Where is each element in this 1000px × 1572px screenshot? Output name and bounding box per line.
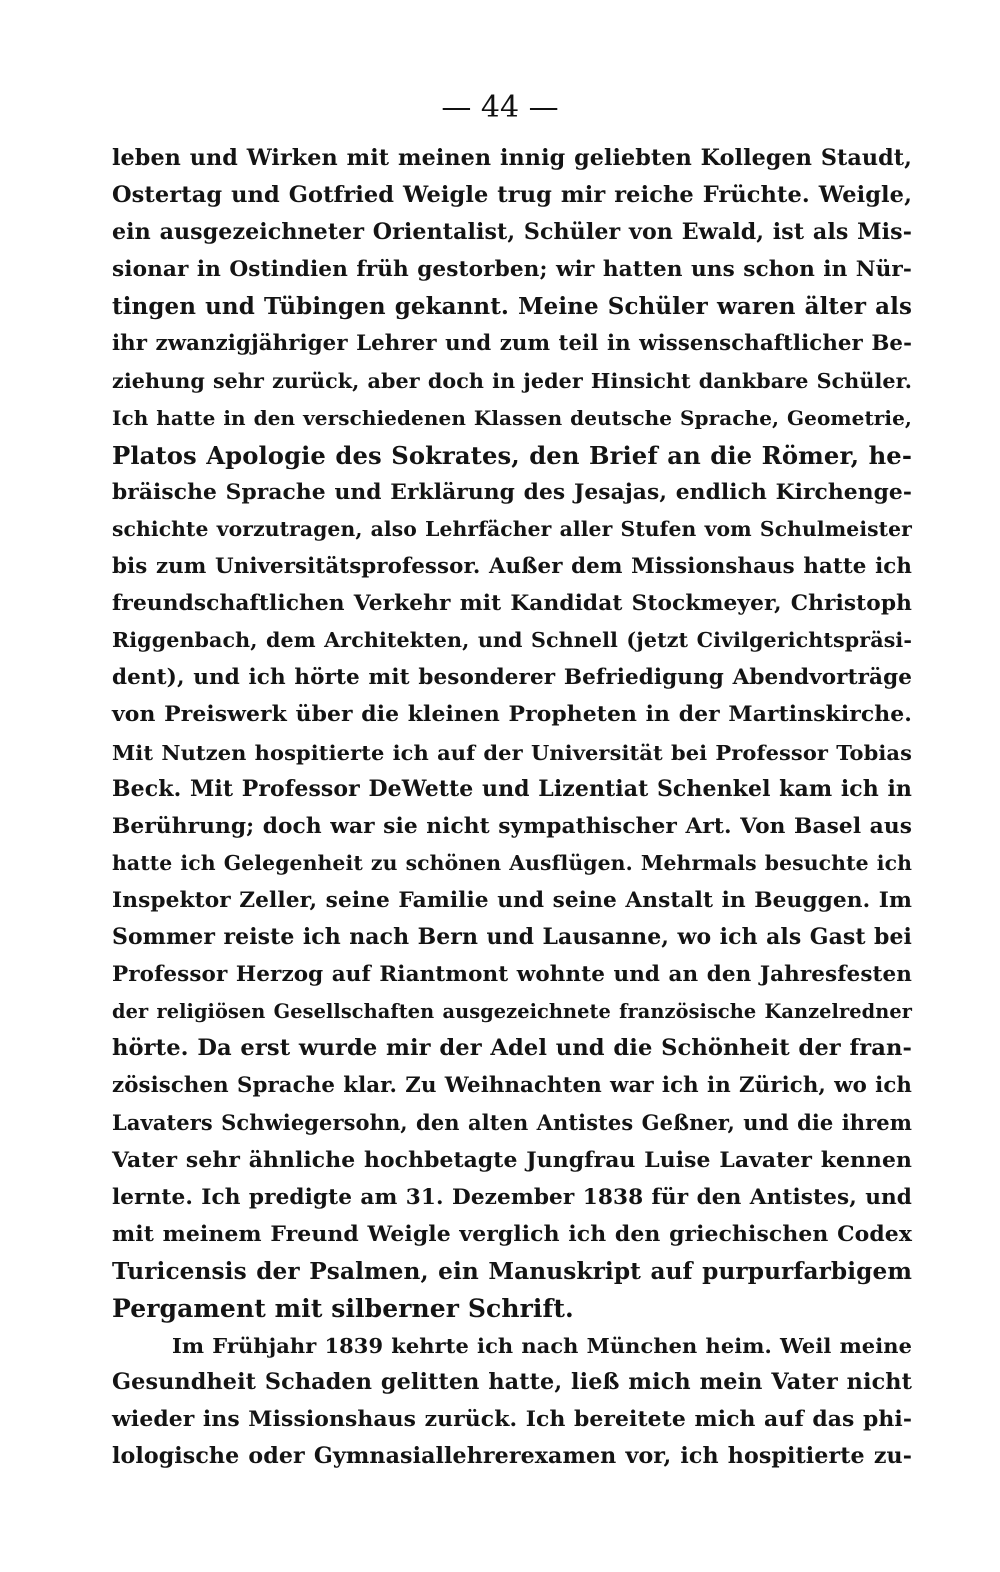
text-line: Ostertag und Gotfried Weigle trug mir reiche Früchte. Weigle, xyxy=(112,182,912,209)
text-line: ziehung sehr zurück, aber doch in jeder Hinsicht dankbare Schüler. xyxy=(112,368,912,393)
paragraph xyxy=(112,1327,912,1475)
text-line: tingen und Tübingen gekannt. Meine Schüler waren älter als xyxy=(112,293,912,321)
text-line: Professor Herzog auf Riantmont wohnte und an den Jahresfesten xyxy=(112,962,912,988)
paragraph xyxy=(112,140,912,1327)
text-line: Sommer reiste ich nach Bern und Lausanne, wo ich als Gast bei xyxy=(112,923,912,950)
text-line: zösischen Sprache klar. Zu Weihnachten war ich in Zürich, wo ich xyxy=(112,1073,912,1099)
text-line: der religiösen Gesellschaften ausgezeichnete französische Kanzelredner xyxy=(112,1000,912,1024)
text-line: Im Frühjahr 1839 kehrte ich nach München heim. Weil meine xyxy=(172,1333,912,1358)
text-line: ihr zwanzigjähriger Lehrer und zum teil in wissenschaftlicher Be- xyxy=(112,331,912,357)
text-line: Gesundheit Schaden gelitten hatte, ließ mich mein Vater nicht xyxy=(112,1369,912,1396)
text-line: dent), und ich hörte mit besonderer Befriedigung Abendvorträge xyxy=(112,665,912,691)
text-line: mit meinem Freund Weigle verglich ich den griechischen Codex xyxy=(112,1220,912,1247)
text-line: lologische oder Gymnasiallehrerexamen vor, ich hospitierte zu- xyxy=(112,1443,912,1470)
text-line: Lavaters Schwiegersohn, den alten Antistes Geßner, und die ihrem xyxy=(112,1110,912,1136)
text-line: lernte. Ich predigte am 31. Dezember 1838 für den Antistes, und xyxy=(112,1184,912,1210)
text-line: bis zum Universitätsprofessor. Außer dem Missionshaus hatte ich xyxy=(112,554,912,580)
text-line: Beck. Mit Professor DeWette und Lizentiat Schenkel kam ich in xyxy=(112,775,912,802)
page-number: — 44 — xyxy=(441,90,559,125)
text-line: Pergament mit silberner Schrift. xyxy=(112,1293,574,1323)
body-text xyxy=(112,140,912,1475)
text-line: Ich hatte in den verschiedenen Klassen deutsche Sprache, Geometrie, xyxy=(112,405,912,430)
text-line: schichte vorzutragen, also Lehrfächer aller Stufen vom Schulmeister xyxy=(112,516,912,541)
text-line: Platos Apologie des Sokrates, den Brief an die Römer, he- xyxy=(112,440,912,470)
text-line: Turicensis der Psalmen, ein Manuskript auf purpurfarbigem xyxy=(112,1257,912,1285)
text-line: von Preiswerk über die kleinen Propheten in der Martinskirche. xyxy=(112,701,912,728)
text-line: Mit Nutzen hospitierte ich auf der Universität bei Professor Tobias xyxy=(112,739,912,765)
text-line: ein ausgezeichneter Orientalist, Schüler von Ewald, ist als Mis- xyxy=(112,219,912,246)
text-line: wieder ins Missionshaus zurück. Ich bereitete mich auf das phi- xyxy=(112,1406,912,1433)
text-line: Inspektor Zeller, seine Familie und seine Anstalt in Beuggen. Im xyxy=(112,887,912,913)
text-line: leben und Wirken mit meinen innig geliebten Kollegen Staudt, xyxy=(112,145,912,171)
text-line: freundschaftlichen Verkehr mit Kandidat Stockmeyer, Christoph xyxy=(112,591,912,617)
text-line: Riggenbach, dem Architekten, und Schnell (jetzt Civilgerichtspräsi- xyxy=(112,628,912,653)
text-line: hörte. Da erst wurde mir der Adel und die Schönheit der fran- xyxy=(112,1035,912,1062)
text-line: bräische Sprache und Erklärung des Jesajas, endlich Kirchenge- xyxy=(112,479,912,505)
text-line: Berührung; doch war sie nicht sympathischer Art. Von Basel aus xyxy=(112,813,912,839)
text-line: sionar in Ostindien früh gestorben; wir hatten uns schon in Nür- xyxy=(112,257,912,283)
text-line: Vater sehr ähnliche hochbetagte Jungfrau Luise Lavater kennen xyxy=(112,1146,912,1173)
text-line: hatte ich Gelegenheit zu schönen Ausflügen. Mehrmals besuchte ich xyxy=(112,850,912,875)
